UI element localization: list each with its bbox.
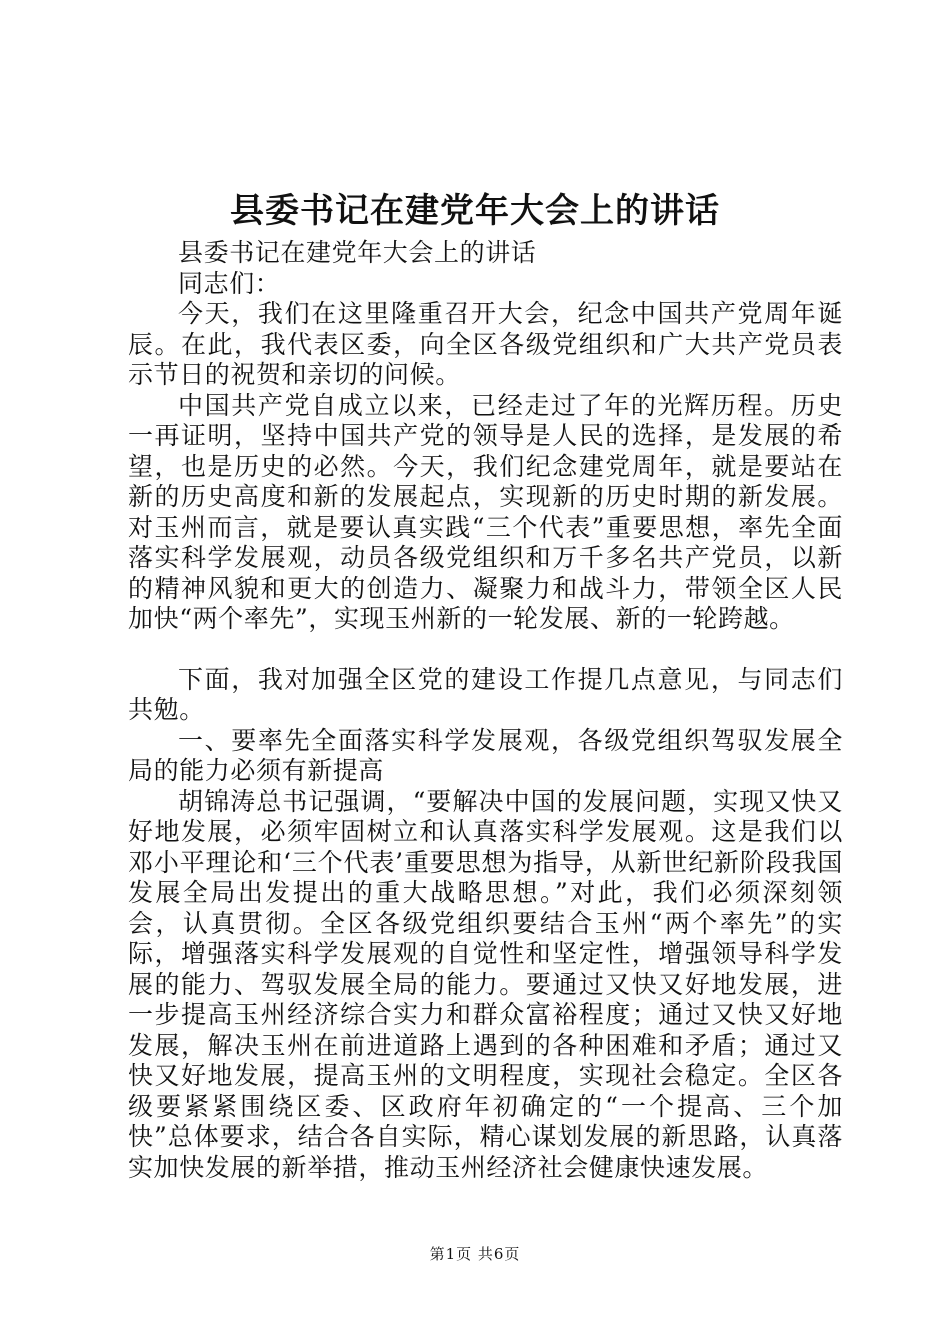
paragraph-opening: 今天，我们在这里隆重召开大会，纪念中国共产党周年诞辰。在此，我代表区委，向全区各级党组织和广大共产党员表示节日的祝贺和亲切的问候。 xyxy=(128,299,843,389)
paragraph-history: 中国共产党自成立以来，已经走过了年的光辉历程。历史一再证明，坚持中国共产党的领导是人民的选择，是发展的希望，也是历史的必然。今天，我们纪念建党周年，就是要站在新的历史高度和新的发展起点，实现新的历史时期的新发展。对玉州而言，就是要认真实践“三个代表”重要思想，率先全面落实科学发展观，动员各级党组织和万千多名共产党员，以新的精神风貌和更大的创造力、凝聚力和战斗力，带领全区人民加快“两个率先”，实现玉州新的一轮发展、新的一轮跨越。 xyxy=(128,390,843,633)
paragraph-section-heading-1: 一、要率先全面落实科学发展观，各级党组织驾驭发展全局的能力必须有新提高 xyxy=(128,725,843,785)
document-body xyxy=(128,238,843,1183)
paragraph-intro-points: 下面，我对加强全区党的建设工作提几点意见，与同志们共勉。 xyxy=(128,664,843,724)
document-title: 县委书记在建党年大会上的讲话 xyxy=(230,191,720,231)
paragraph-section-body-1: 胡锦涛总书记强调，“要解决中国的发展问题，实现又快又好地发展，必须牢固树立和认真落实科学发展观。这是我们以邓小平理论和‘三个代表’重要思想为指导，从新世纪新阶段我国发展全局出发提出的重大战略思想。”对此，我们必须深刻领会，认真贯彻。全区各级党组织要结合玉州“两个率先”的实际，增强落实科学发展观的自觉性和坚定性，增强领导科学发展的能力、驾驭发展全局的能力。要通过又快又好地发展，进一步提高玉州经济综合实力和群众富裕程度；通过又快又好地发展，解决玉州在前进道路上遇到的各种困难和矛盾；通过又快又好地发展，提高玉州的文明程度，实现社会稳定。全区各级要紧紧围绕区委、区政府年初确定的“一个提高、三个加快”总体要求，结合各自实际，精心谋划发展的新思路，认真落实加快发展的新举措，推动玉州经济社会健康快速发展。 xyxy=(128,786,843,1182)
page-footer: 第1页 共6页 xyxy=(429,1245,521,1263)
paragraph-salutation: 同志们： xyxy=(178,268,281,298)
paragraph-heading: 县委书记在建党年大会上的讲话 xyxy=(178,238,537,267)
